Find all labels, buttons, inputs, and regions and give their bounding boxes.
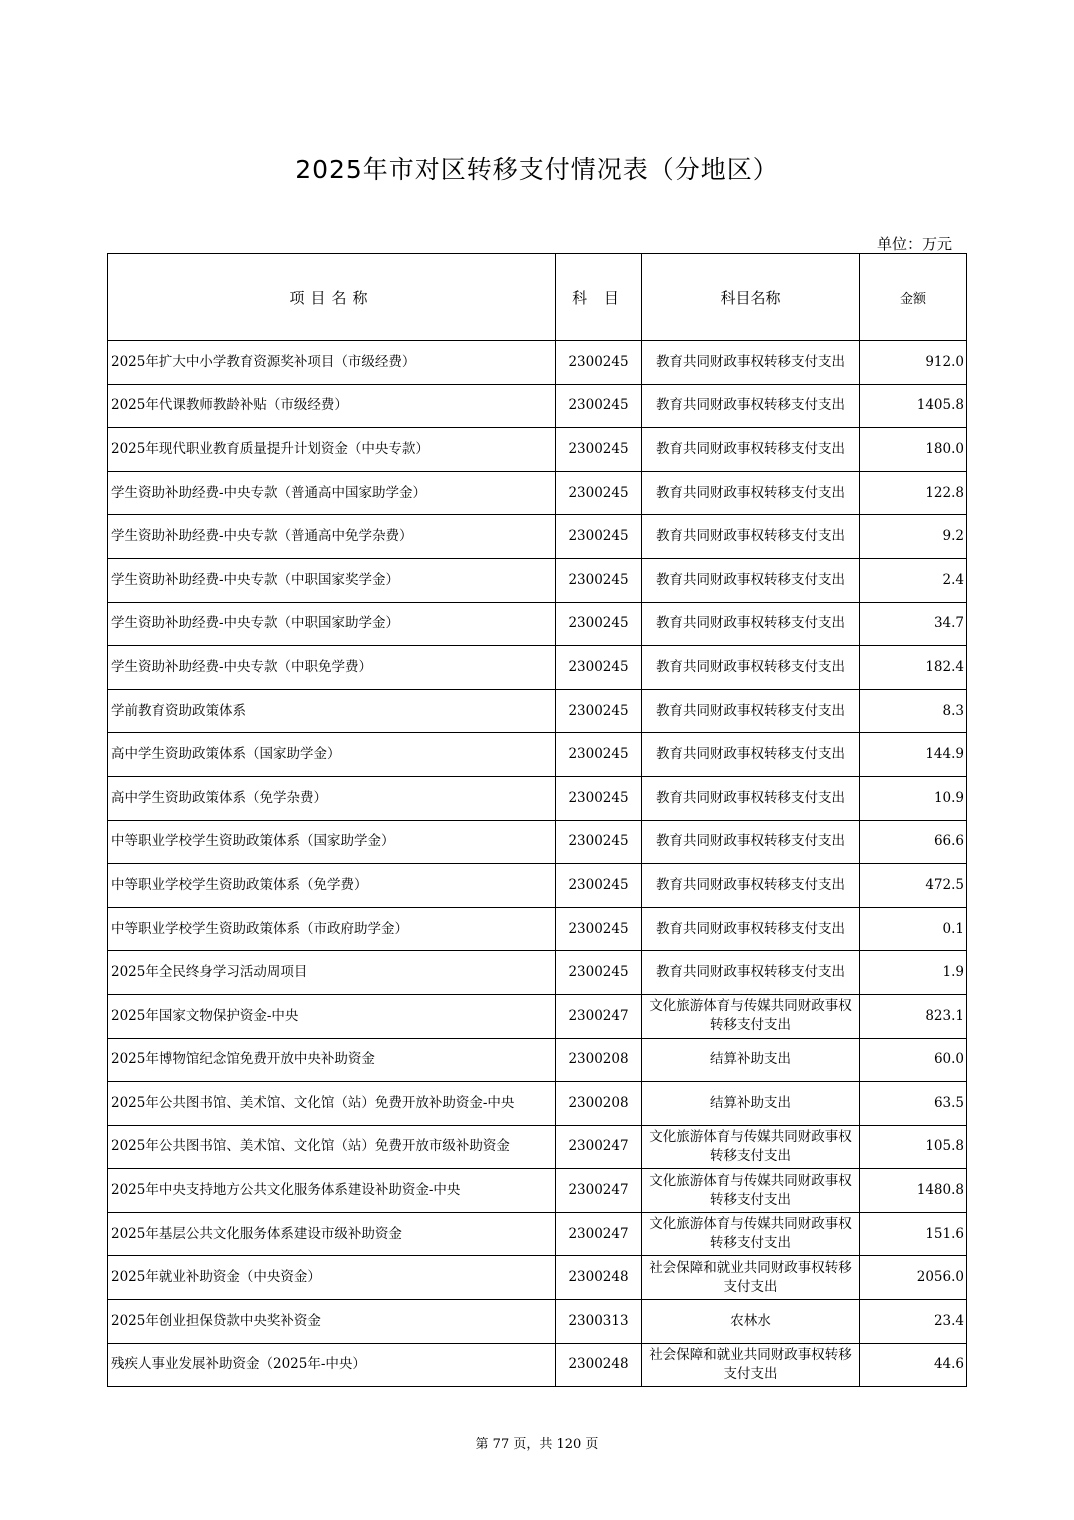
cell-subject-name: 教育共同财政事权转移支付支出 <box>642 428 860 472</box>
cell-amount: 44.6 <box>860 1343 967 1387</box>
transfer-payment-table <box>107 253 967 1387</box>
cell-subject-code: 2300245 <box>556 776 642 820</box>
table-row <box>108 515 967 559</box>
cell-subject-name: 教育共同财政事权转移支付支出 <box>642 733 860 777</box>
cell-subject-name: 文化旅游体育与传媒共同财政事权转移支付支出 <box>642 1125 860 1169</box>
cell-subject-code: 2300245 <box>556 515 642 559</box>
table-row <box>108 384 967 428</box>
cell-amount: 60.0 <box>860 1038 967 1082</box>
cell-amount: 2056.0 <box>860 1256 967 1300</box>
cell-subject-code: 2300245 <box>556 689 642 733</box>
cell-subject-name: 教育共同财政事权转移支付支出 <box>642 951 860 995</box>
cell-project-name: 2025年全民终身学习活动周项目 <box>108 951 556 995</box>
cell-amount: 105.8 <box>860 1125 967 1169</box>
cell-subject-name: 教育共同财政事权转移支付支出 <box>642 907 860 951</box>
cell-project-name: 学生资助补助经费-中央专款（中职免学费） <box>108 646 556 690</box>
page-footer: 第 77 页，共 120 页 <box>475 1437 599 1452</box>
cell-subject-code: 2300245 <box>556 602 642 646</box>
table-row <box>108 602 967 646</box>
table-row <box>108 951 967 995</box>
cell-amount: 912.0 <box>860 341 967 385</box>
table-row <box>108 1082 967 1126</box>
table-row <box>108 1169 967 1213</box>
cell-project-name: 中等职业学校学生资助政策体系（国家助学金） <box>108 820 556 864</box>
cell-subject-name: 教育共同财政事权转移支付支出 <box>642 864 860 908</box>
cell-amount: 144.9 <box>860 733 967 777</box>
cell-subject-code: 2300248 <box>556 1256 642 1300</box>
cell-project-name: 学前教育资助政策体系 <box>108 689 556 733</box>
cell-subject-name: 教育共同财政事权转移支付支出 <box>642 776 860 820</box>
cell-amount: 10.9 <box>860 776 967 820</box>
cell-project-name: 高中学生资助政策体系（免学杂费） <box>108 776 556 820</box>
table-row <box>108 994 967 1038</box>
cell-amount: 151.6 <box>860 1212 967 1256</box>
cell-amount: 122.8 <box>860 471 967 515</box>
cell-subject-code: 2300245 <box>556 907 642 951</box>
cell-project-name: 2025年博物馆纪念馆免费开放中央补助资金 <box>108 1038 556 1082</box>
cell-project-name: 2025年国家文物保护资金-中央 <box>108 994 556 1038</box>
cell-amount: 182.4 <box>860 646 967 690</box>
cell-subject-code: 2300245 <box>556 820 642 864</box>
cell-project-name: 学生资助补助经费-中央专款（普通高中国家助学金） <box>108 471 556 515</box>
cell-subject-code: 2300245 <box>556 646 642 690</box>
cell-subject-name: 教育共同财政事权转移支付支出 <box>642 515 860 559</box>
cell-subject-code: 2300245 <box>556 733 642 777</box>
cell-amount: 34.7 <box>860 602 967 646</box>
cell-subject-code: 2300247 <box>556 994 642 1038</box>
table-row <box>108 820 967 864</box>
cell-subject-code: 2300245 <box>556 864 642 908</box>
table-row <box>108 689 967 733</box>
cell-project-name: 2025年基层公共文化服务体系建设市级补助资金 <box>108 1212 556 1256</box>
cell-amount: 23.4 <box>860 1300 967 1344</box>
table-row <box>108 1212 967 1256</box>
cell-project-name: 2025年就业补助资金（中央资金） <box>108 1256 556 1300</box>
table-row <box>108 1256 967 1300</box>
cell-project-name: 学生资助补助经费-中央专款（中职国家助学金） <box>108 602 556 646</box>
cell-subject-code: 2300247 <box>556 1169 642 1213</box>
cell-amount: 823.1 <box>860 994 967 1038</box>
header-project-name: 项目名称 <box>108 254 556 341</box>
cell-amount: 8.3 <box>860 689 967 733</box>
table-row <box>108 907 967 951</box>
table-row <box>108 733 967 777</box>
cell-subject-name: 文化旅游体育与传媒共同财政事权转移支付支出 <box>642 1212 860 1256</box>
table-row <box>108 1300 967 1344</box>
cell-subject-name: 教育共同财政事权转移支付支出 <box>642 646 860 690</box>
cell-subject-code: 2300208 <box>556 1038 642 1082</box>
cell-subject-name: 社会保障和就业共同财政事权转移支付支出 <box>642 1343 860 1387</box>
table-row <box>108 1343 967 1387</box>
cell-subject-code: 2300245 <box>556 558 642 602</box>
table-row <box>108 864 967 908</box>
cell-project-name: 2025年现代职业教育质量提升计划资金（中央专款） <box>108 428 556 472</box>
cell-project-name: 2025年代课教师教龄补贴（市级经费） <box>108 384 556 428</box>
table-row <box>108 776 967 820</box>
cell-subject-name: 社会保障和就业共同财政事权转移支付支出 <box>642 1256 860 1300</box>
cell-subject-code: 2300245 <box>556 341 642 385</box>
cell-subject-name: 教育共同财政事权转移支付支出 <box>642 341 860 385</box>
cell-amount: 472.5 <box>860 864 967 908</box>
cell-subject-code: 2300313 <box>556 1300 642 1344</box>
cell-subject-code: 2300245 <box>556 428 642 472</box>
header-amount: 金额 <box>860 254 967 341</box>
cell-subject-name: 结算补助支出 <box>642 1082 860 1126</box>
cell-subject-name: 教育共同财政事权转移支付支出 <box>642 689 860 733</box>
cell-project-name: 学生资助补助经费-中央专款（普通高中免学杂费） <box>108 515 556 559</box>
cell-subject-code: 2300245 <box>556 384 642 428</box>
cell-project-name: 学生资助补助经费-中央专款（中职国家奖学金） <box>108 558 556 602</box>
cell-amount: 180.0 <box>860 428 967 472</box>
table-row <box>108 1038 967 1082</box>
header-subject-code: 科 目 <box>556 254 642 341</box>
cell-subject-name: 教育共同财政事权转移支付支出 <box>642 471 860 515</box>
cell-subject-name: 农林水 <box>642 1300 860 1344</box>
cell-subject-name: 教育共同财政事权转移支付支出 <box>642 558 860 602</box>
cell-amount: 1.9 <box>860 951 967 995</box>
table-row <box>108 428 967 472</box>
unit-label: 单位：万元 <box>877 235 953 253</box>
cell-amount: 66.6 <box>860 820 967 864</box>
table-row <box>108 1125 967 1169</box>
table-row <box>108 558 967 602</box>
cell-amount: 1405.8 <box>860 384 967 428</box>
cell-project-name: 2025年创业担保贷款中央奖补资金 <box>108 1300 556 1344</box>
table-header-row <box>108 254 967 341</box>
cell-subject-name: 教育共同财政事权转移支付支出 <box>642 820 860 864</box>
cell-subject-code: 2300247 <box>556 1125 642 1169</box>
header-subject-name: 科目名称 <box>642 254 860 341</box>
cell-subject-name: 结算补助支出 <box>642 1038 860 1082</box>
cell-project-name: 高中学生资助政策体系（国家助学金） <box>108 733 556 777</box>
cell-subject-name: 文化旅游体育与传媒共同财政事权转移支付支出 <box>642 1169 860 1213</box>
cell-project-name: 2025年公共图书馆、美术馆、文化馆（站）免费开放补助资金-中央 <box>108 1082 556 1126</box>
cell-subject-code: 2300245 <box>556 951 642 995</box>
cell-amount: 9.2 <box>860 515 967 559</box>
cell-subject-code: 2300208 <box>556 1082 642 1126</box>
page-title: 2025年市对区转移支付情况表（分地区） <box>295 155 779 184</box>
cell-subject-name: 文化旅游体育与传媒共同财政事权转移支付支出 <box>642 994 860 1038</box>
cell-amount: 0.1 <box>860 907 967 951</box>
cell-project-name: 残疾人事业发展补助资金（2025年-中央） <box>108 1343 556 1387</box>
cell-project-name: 2025年扩大中小学教育资源奖补项目（市级经费） <box>108 341 556 385</box>
cell-subject-code: 2300245 <box>556 471 642 515</box>
cell-project-name: 2025年公共图书馆、美术馆、文化馆（站）免费开放市级补助资金 <box>108 1125 556 1169</box>
table-row <box>108 646 967 690</box>
table-row <box>108 341 967 385</box>
cell-project-name: 2025年中央支持地方公共文化服务体系建设补助资金-中央 <box>108 1169 556 1213</box>
cell-amount: 1480.8 <box>860 1169 967 1213</box>
cell-subject-code: 2300247 <box>556 1212 642 1256</box>
cell-project-name: 中等职业学校学生资助政策体系（免学费） <box>108 864 556 908</box>
cell-project-name: 中等职业学校学生资助政策体系（市政府助学金） <box>108 907 556 951</box>
cell-subject-name: 教育共同财政事权转移支付支出 <box>642 384 860 428</box>
table-row <box>108 471 967 515</box>
cell-subject-code: 2300248 <box>556 1343 642 1387</box>
cell-subject-name: 教育共同财政事权转移支付支出 <box>642 602 860 646</box>
cell-amount: 2.4 <box>860 558 967 602</box>
cell-amount: 63.5 <box>860 1082 967 1126</box>
